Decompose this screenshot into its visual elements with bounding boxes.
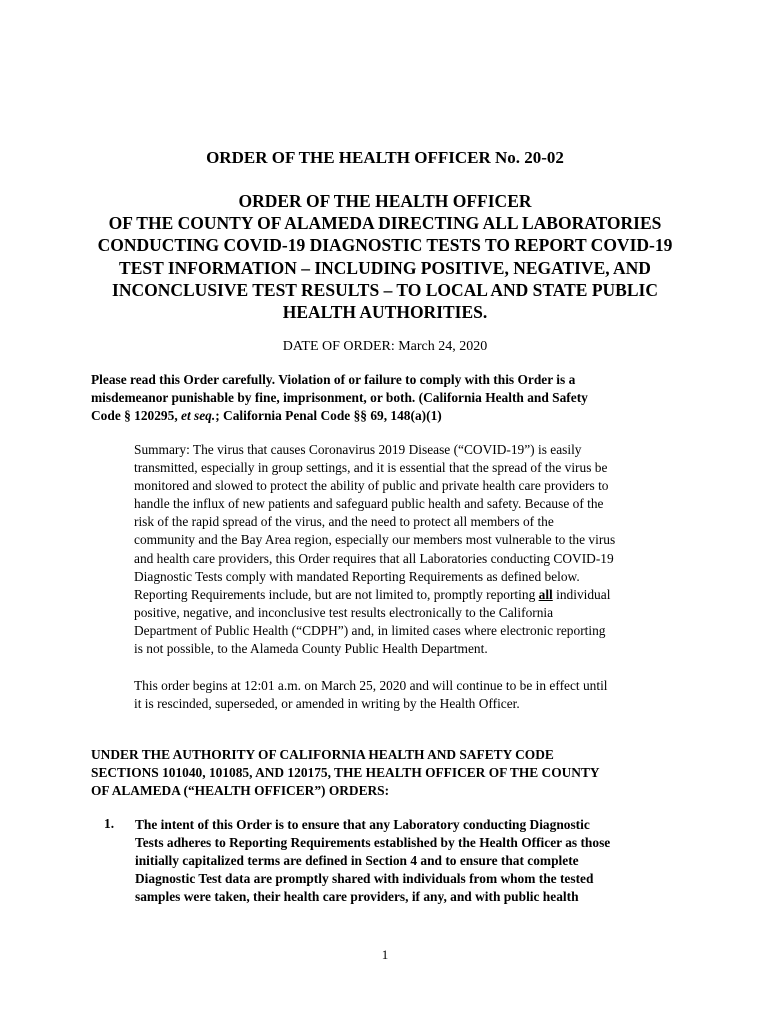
warning-line: misdemeanor punishable by fine, imprisonment, or both. (California Health and Safety — [91, 390, 588, 406]
summary-line: monitored and slowed to protect the ability of public and private health care providers to — [134, 478, 609, 494]
summary-line — [134, 586, 694, 604]
page-number: 1 — [381, 947, 389, 962]
item-line: The intent of this Order is to ensure that any Laboratory conducting Diagnostic — [135, 817, 590, 832]
item-number: 1. — [104, 816, 115, 831]
item-line: Tests adheres to Reporting Requirements established by the Health Officer as those — [135, 835, 611, 851]
item-line: Diagnostic Test data are promptly shared with individuals from whom the tested — [135, 871, 594, 887]
effective-line: it is rescinded, superseded, or amended in writing by the Health Officer. — [134, 696, 520, 712]
summary-line: risk of the rapid spread of the virus, and the need to protect all members of the — [134, 514, 554, 530]
warning-code-text: Code § 120295, — [91, 408, 182, 424]
summary-line: and health care providers, this Order requires that all Laboratories conducting COVID-19 — [134, 550, 614, 566]
authority-line: OF ALAMEDA (“HEALTH OFFICER”) ORDERS: — [91, 783, 390, 799]
summary-line: is not possible, to the Alameda County Public Health Department. — [134, 641, 488, 657]
summary-line: community and the Bay Area region, especially our members most vulnerable to the virus — [134, 532, 616, 548]
title-line: OF THE COUNTY OF ALAMEDA DIRECTING ALL LABORATORIES — [108, 213, 662, 234]
item-1-text — [135, 816, 695, 906]
summary-line: Diagnostic Tests comply with mandated Reporting Requirements as defined below. — [134, 568, 580, 584]
penal-code-text: ; California Penal Code §§ 69, 148(a)(1) — [215, 408, 442, 424]
title-line: TEST INFORMATION – INCLUDING POSITIVE, NEGATIVE, AND — [119, 257, 651, 278]
item-line: samples were taken, their health care providers, if any, and with public health — [135, 889, 579, 905]
title-line: INCONCLUSIVE TEST RESULTS – TO LOCAL AND STATE PUBLIC — [112, 279, 658, 300]
date-of-order: DATE OF ORDER: March 24, 2020 — [282, 339, 488, 354]
warning-line: Please read this Order carefully. Violation of or failure to comply with this Order is a — [91, 372, 576, 387]
authority-line: UNDER THE AUTHORITY OF CALIFORNIA HEALTH AND SAFETY CODE — [91, 747, 554, 762]
order-number-heading: ORDER OF THE HEALTH OFFICER No. 20-02 — [206, 148, 564, 167]
summary-line: Department of Public Health (“CDPH”) and, in limited cases where electronic reporting — [134, 622, 606, 638]
summary-text: individual — [552, 586, 611, 602]
summary-paragraph — [134, 441, 694, 658]
effective-line: This order begins at 12:01 a.m. on March 25, 2020 and will continue to be in effect until — [134, 678, 608, 693]
warning-line — [91, 407, 691, 425]
authority-paragraph — [91, 746, 691, 801]
summary-line: transmitted, especially in group settings, and it is essential that the spread of the virus be — [134, 460, 608, 476]
effective-date-paragraph — [134, 677, 694, 713]
title-line: ORDER OF THE HEALTH OFFICER — [238, 191, 532, 211]
authority-line: SECTIONS 101040, 101085, AND 120175, THE HEALTH OFFICER OF THE COUNTY — [91, 765, 600, 781]
order-title — [60, 190, 710, 323]
warning-paragraph — [91, 371, 691, 426]
summary-line: Summary: The virus that causes Coronavirus 2019 Disease (“COVID-19”) is easily — [134, 442, 582, 457]
summary-line: positive, negative, and inconclusive test results electronically to the California — [134, 604, 554, 620]
summary-line: handle the influx of new patients and safeguard public health and safety. Because of the — [134, 496, 604, 512]
item-line: initially capitalized terms are defined in Section 4 and to ensure that complete — [135, 853, 579, 869]
title-line: CONDUCTING COVID-19 DIAGNOSTIC TESTS TO REPORT COVID-19 — [97, 235, 673, 256]
et-seq-text: et seq. — [181, 408, 216, 424]
all-emphasis: all — [538, 586, 553, 602]
summary-text: Reporting Requirements include, but are not limited to, promptly reporting — [134, 586, 539, 602]
title-line: HEALTH AUTHORITIES. — [282, 302, 488, 323]
